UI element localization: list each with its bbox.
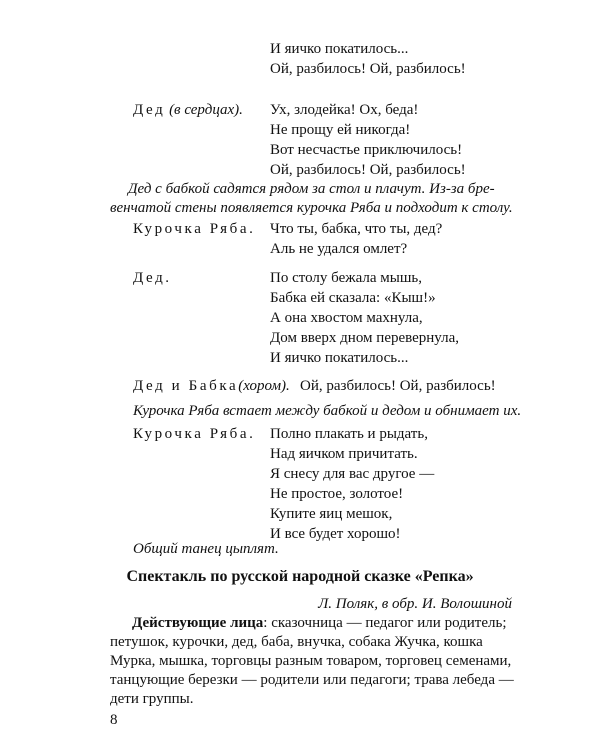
speaker-name: Дед и Бабка — [133, 378, 239, 394]
speaker-label — [133, 101, 243, 119]
verse-line: Ой, разбилось! Ой, разбилось! — [270, 162, 466, 178]
cast-line: танцующие березки — родители или педагоги; трава лебеда — — [110, 672, 514, 688]
page-number: 8 — [110, 712, 118, 728]
author-credit: Л. Поляк, в обр. И. Волошиной — [318, 596, 512, 612]
section-title: Спектакль по русской народной сказке «Репка» — [126, 568, 474, 585]
speaker-name: Дед — [133, 102, 166, 118]
verse-line: И яичко покатилось... — [270, 350, 409, 366]
verse-line: Я снесу для вас другое — — [270, 466, 435, 482]
verse-line: И все будет хорошо! — [270, 526, 401, 542]
verse-line: Дом вверх дном перевернула, — [270, 330, 460, 346]
stage-direction-line: Дед с бабкой садятся рядом за стол и плачут. Из-за бре- — [128, 181, 495, 197]
speaker-label — [133, 377, 290, 395]
verse-line: Не прощу ей никогда! — [270, 122, 411, 138]
verse-line: Аль не удался омлет? — [270, 241, 408, 257]
speaker-name: Курочка Ряба. — [133, 426, 256, 442]
verse-line: По столу бежала мышь, — [270, 270, 422, 286]
verse-line: Не простое, золотое! — [270, 486, 404, 502]
cast-line: Мурка, мышка, торговцы разным товаром, торговец семенами, — [110, 653, 512, 669]
stage-direction: Общий танец цыплят. — [133, 541, 279, 557]
stage-direction: Курочка Ряба встает между бабкой и дедом и обнимает их. — [133, 403, 522, 419]
speaker-name: Дед. — [133, 270, 172, 286]
verse-line: Купите яиц мешок, — [270, 506, 393, 522]
verse-line: Ух, злодейка! Ох, беда! — [270, 102, 419, 118]
verse-line: Что ты, бабка, что ты, дед? — [270, 221, 443, 237]
cast-line-first — [110, 614, 518, 633]
cast-paragraph — [110, 614, 518, 709]
stage-direction-line: венчатой стены появляется курочка Ряба и подходит к столу. — [110, 200, 513, 216]
verse-line: Полно плакать и рыдать, — [270, 426, 428, 442]
verse-line: И яичко покатилось... — [270, 41, 409, 57]
verse-line: Ой, разбилось! Ой, разбилось! — [300, 378, 496, 394]
verse-line: Вот несчастье приключилось! — [270, 142, 463, 158]
verse-line: Бабка ей сказала: «Кыш!» — [270, 290, 436, 306]
cast-line: дети группы. — [110, 691, 194, 707]
speaker-name: Курочка Ряба. — [133, 221, 256, 237]
verse-line: А она хвостом махнула, — [270, 310, 423, 326]
cast-line: петушок, курочки, дед, баба, внучка, собака Жучка, кошка — [110, 634, 483, 650]
cast-label: Действующие лица — [132, 615, 264, 631]
stage-direction — [110, 180, 528, 218]
speaker-remark: (в сердцах). — [169, 102, 243, 118]
speaker-remark: (хором). — [238, 378, 290, 394]
cast-text: : сказочница — педагог или родитель; — [263, 615, 507, 631]
verse-line: Над яичком причитать. — [270, 446, 418, 462]
verse-line: Ой, разбилось! Ой, разбилось! — [270, 61, 466, 77]
